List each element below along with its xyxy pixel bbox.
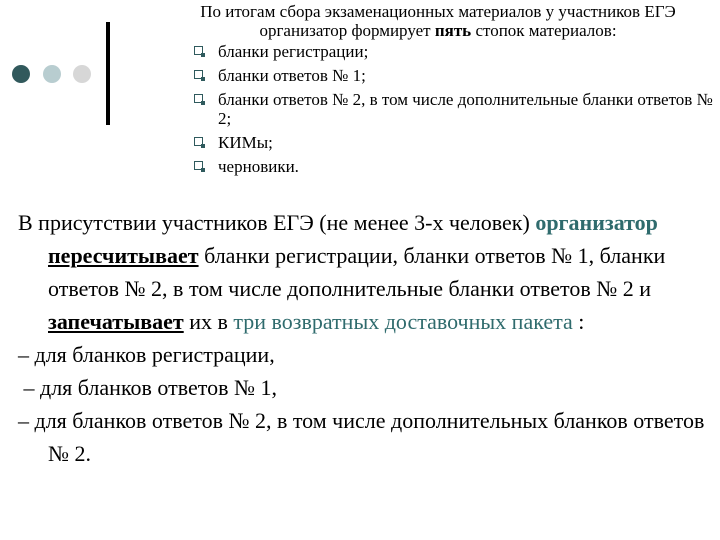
- top-intro: [160, 2, 716, 40]
- seals-term: запечатывает: [48, 309, 184, 334]
- list-item-text: бланки регистрации;: [218, 42, 369, 61]
- list-item: [194, 133, 716, 152]
- main-paragraph: [18, 206, 708, 338]
- list-item-text: бланки ответов № 1;: [218, 66, 366, 85]
- materials-list: [160, 42, 716, 176]
- intro-bold-text: пять: [434, 21, 472, 40]
- recount-term: пересчитывает: [48, 243, 199, 268]
- paragraph-text: В присутствии участников ЕГЭ (не менее 3-х человек): [18, 210, 536, 235]
- checkbox-bullet-icon: [194, 161, 203, 170]
- packages-term: три возвратных доставочных пакета: [233, 309, 573, 334]
- paragraph-text: бланки регистрации, бланки ответов № 1, бланки ответов № 2, в том числе дополнительные бланки ответов № 2 и: [48, 243, 666, 301]
- top-text-block: [160, 2, 716, 181]
- checkbox-bullet-icon: [194, 70, 203, 79]
- list-item-text: бланки ответов № 2, в том числе дополнительные бланки ответов № 2;: [218, 90, 713, 128]
- main-text-block: [18, 206, 708, 470]
- intro-tail-text: стопок материалов:: [471, 21, 617, 40]
- list-item: [194, 66, 716, 85]
- list-item: [194, 157, 716, 176]
- decor-vertical-line: [106, 22, 110, 125]
- decor-dot-mid: [43, 65, 61, 83]
- organizer-term: организатор: [535, 210, 658, 235]
- checkbox-bullet-icon: [194, 137, 203, 146]
- checkbox-bullet-icon: [194, 46, 203, 55]
- list-item-text: черновики.: [218, 157, 299, 176]
- decor-dot-light: [73, 65, 91, 83]
- list-item: [194, 90, 716, 128]
- checkbox-bullet-icon: [194, 94, 203, 103]
- package-line: – для бланков ответов № 2, в том числе дополнительных бланков ответов № 2.: [18, 408, 705, 466]
- list-item-text: КИМы;: [218, 133, 273, 152]
- paragraph-text: их в: [183, 309, 234, 334]
- paragraph-text: :: [572, 309, 585, 334]
- list-item: [194, 42, 716, 61]
- package-line: – для бланков ответов № 1,: [18, 375, 277, 400]
- package-line: – для бланков регистрации,: [18, 342, 275, 367]
- intro-text: По итогам сбора экзаменационных материалов у участников ЕГЭ организатор формирует: [200, 2, 676, 40]
- decor-dot-dark: [12, 65, 30, 83]
